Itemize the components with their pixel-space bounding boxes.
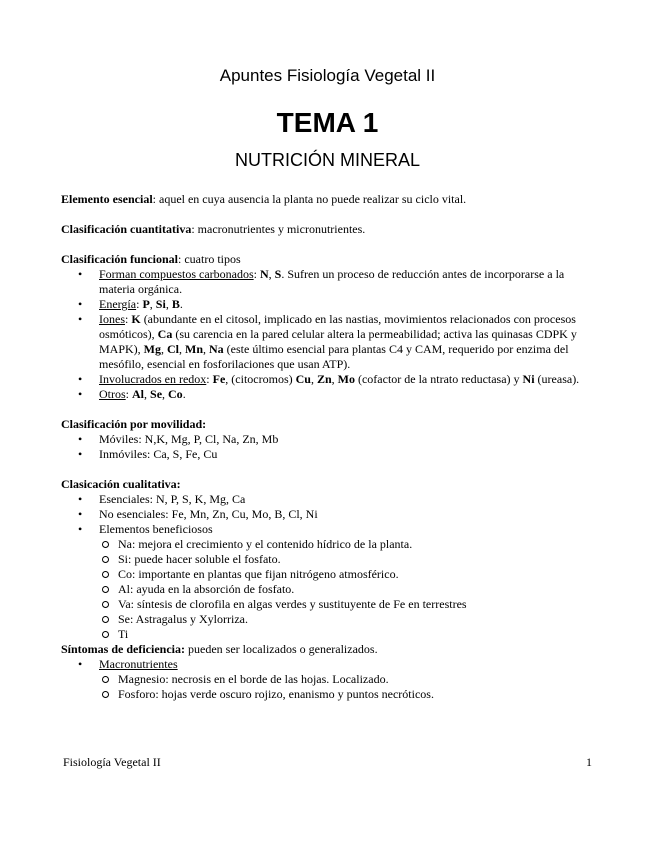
movilidad-list [61, 432, 596, 462]
macronutrientes-label: Macronutrientes [99, 657, 178, 671]
footer-title: Fisiología Vegetal II [63, 755, 161, 769]
list-item: Magnesio: necrosis en el borde de las hojas. Localizado. [118, 672, 596, 687]
list-item: Al: ayuda en la absorción de fosfato. [118, 582, 596, 597]
otros-label: Otros [99, 387, 126, 401]
list-item: Fosforo: hojas verde oscuro rojizo, enanismo y puntos necróticos. [118, 687, 596, 702]
clasif-cuantitativa-label: Clasificación cuantitativa [61, 222, 192, 236]
list-item: • Esenciales: N, P, S, K, Mg, Ca [99, 492, 596, 507]
list-item: • No esenciales: Fe, Mn, Zn, Cu, Mo, B, Cl, Ni [99, 507, 596, 522]
list-item: Se: Astragalus y Xylorriza. [118, 612, 596, 627]
list-item: • Móviles: N,K, Mg, P, Cl, Na, Zn, Mb [99, 432, 596, 447]
elemento-esencial-paragraph [61, 192, 596, 207]
elemento-esencial-label: Elemento esencial [61, 192, 153, 206]
clasif-funcional-text: : cuatro tipos [178, 252, 241, 266]
clasif-cuantitativa-paragraph [61, 222, 596, 237]
list-item [99, 657, 596, 702]
sintomas-list [61, 657, 596, 702]
carbonados-label: Forman compuestos carbonados [99, 267, 254, 281]
elemento-esencial-text: : aquel en cuya ausencia la planta no puede realizar su ciclo vital. [152, 192, 467, 206]
list-item: Co: importante en plantas que fijan nitrógeno atmosférico. [118, 567, 596, 582]
sintomas-label: Síntomas de deficiencia: [61, 642, 185, 656]
clasif-movilidad-label: Clasificación por movilidad: [61, 417, 207, 431]
list-item: • Inmóviles: Ca, S, Fe, Cu [99, 447, 596, 462]
list-item: • Forman compuestos carbonados: N, S. Sufren un proceso de reducción antes de incorporarse a la materia orgánica. [99, 267, 596, 297]
redox-label: Involucrados en redox [99, 372, 207, 386]
cualitativa-list [61, 492, 596, 642]
clasif-funcional-label: Clasificación funcional [61, 252, 179, 266]
page-number: 1 [586, 755, 592, 769]
document-header-title: Apuntes Fisiología Vegetal II [219, 66, 436, 85]
clasif-funcional-list [61, 267, 596, 402]
beneficiosos-label: Elementos beneficiosos [99, 522, 213, 536]
tema-heading: TEMA 1 [276, 107, 379, 138]
clasif-cuantitativa-text: : macronutrientes y micronutrientes. [191, 222, 366, 236]
macronutrientes-list [99, 672, 596, 702]
document-body [61, 192, 596, 702]
list-item: • Otros: Al, Se, Co. [99, 387, 596, 402]
list-item: Va: síntesis de clorofila en algas verdes y sustituyente de Fe en terrestres [118, 597, 596, 612]
clasif-cualitativa-label: Clasicación cualitativa: [61, 477, 181, 491]
list-item: Na: mejora el crecimiento y el contenido hídrico de la planta. [118, 537, 596, 552]
section-subtitle: NUTRICIÓN MINERAL [234, 150, 420, 170]
list-item: Ti [118, 627, 596, 642]
iones-label: Iones [99, 312, 125, 326]
clasif-movilidad-heading [61, 417, 596, 432]
clasif-funcional-paragraph [61, 252, 596, 267]
list-item: • Energía: P, Si, B. [99, 297, 596, 312]
sintomas-text: pueden ser localizados o generalizados. [185, 642, 378, 656]
clasif-cualitativa-heading [61, 477, 596, 492]
list-item: Si: puede hacer soluble el fosfato. [118, 552, 596, 567]
list-item: • Involucrados en redox: Fe, (citocromos) Cu, Zn, Mo (cofactor de la ntrato reductasa) y Ni (ureasa). [99, 372, 596, 387]
beneficiosos-list [99, 537, 596, 642]
list-item: • Iones: K (abundante en el citosol, implicado en las nastias, movimientos relacionados con procesos osmóticos), Ca (su carencia en la pared celular altera la permeabilidad; activa las quinasas CDPK y MAPK), Mg, Cl, Mn, Na (este último esencial para plantas C4 y CAM, requerido por enzima del mesófilo, esencial en fosforilaciones que usan ATP). [99, 312, 596, 372]
sintomas-paragraph [61, 642, 596, 657]
energia-label: Energía [99, 297, 137, 311]
list-item [99, 522, 596, 642]
